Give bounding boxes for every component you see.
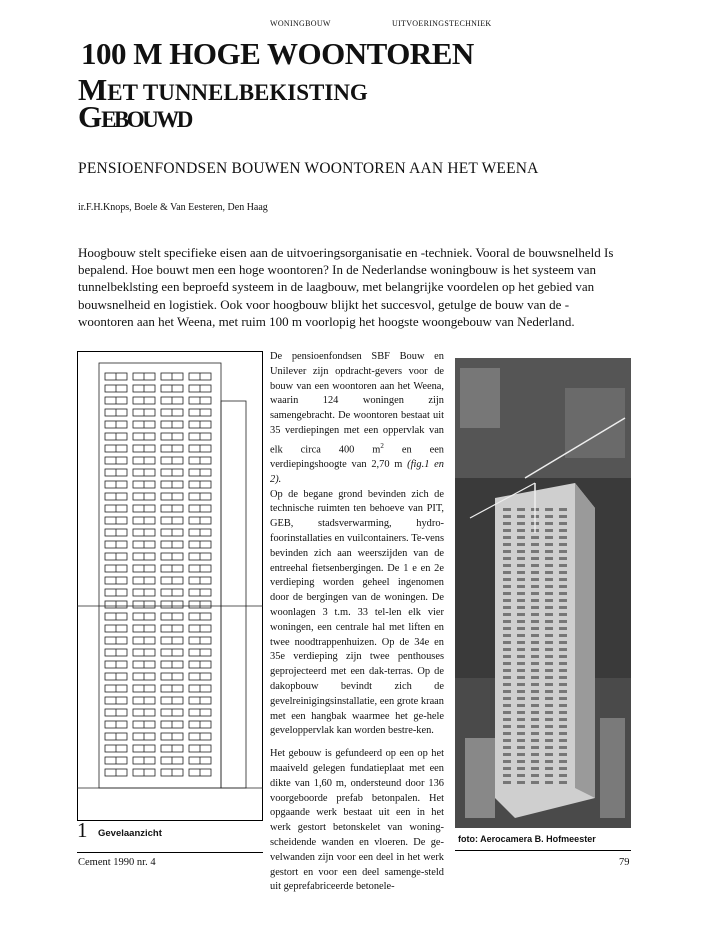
figure-caption-rule — [77, 820, 263, 821]
title-line-2: MET TUNNELBEKISTING — [78, 72, 368, 107]
aerial-photo-tower — [455, 358, 631, 828]
photo-caption: foto: Aerocamera B. Hofmeester — [458, 834, 596, 844]
body-paragraph-1: De pensioenfondsen SBF Bouw en Unilever zijn opdracht-gevers voor de bouw van een woontoren aan het Weena, waarin 124 woningen zijn samengebracht. De woontoren bestaat uit 35 verdiepingen met een oppervlak van elk circa 400 $m^2$ en een verdiepingshoogte van 2,70 m (fig.1 en 2). — [270, 351, 445, 485]
subtitle: PENSIOENFONDSEN BOUWEN WOONTOREN AAN HET WEENA — [78, 160, 539, 177]
page-number: 79 — [619, 857, 630, 868]
title-line-3: GEBOUWD — [78, 99, 191, 134]
body-paragraph-3: Het gebouw is gefundeerd op een op het maaiveld gelegen fundatieplaat met een dikte van 1,60 m, ondersteund door 136 voorgeboorde prefab betonpalen. Het opgaande werk bestaat uit een in het werk gestort betonskelet van woning-scheidende wanden en vloeren. De ge-velwanden zijn voor een deel in het werk gestort en voor een deel samenge-steld uit geprefabriceerde betonele- — [270, 748, 444, 893]
running-head-section: WONINGBOUW — [270, 19, 331, 28]
photo-caption-rule — [455, 850, 631, 851]
body-column — [270, 350, 444, 895]
author: ir.F.H.Knops, Boele & Van Eesteren, Den Haag — [78, 202, 268, 213]
intro-paragraph: Hoogbouw stelt specifieke eisen aan de uitvoeringsorganisatie en -techniek. Vooral de bouwsnelheld Is bepalend. Hoe bouwt men een hoge woontoren? In de Nederlandse woningbouw is het systeem van tunnelbeklsting een beproefd systeem in de laagbouw, met belangrijke voordelen op het gebied van bouwsnelheid en logistiek. Ook voor hoogbouw blijkt het succesvol, getulge de bouw van de -woontoren aan het Weena, met ruim 100 m voorlopig het hoogste woongebouw van Nederland. — [78, 245, 614, 329]
title-line-1: 100 M HOGE WOONTOREN — [81, 36, 474, 71]
figure-facade-drawing — [77, 351, 263, 854]
figure-caption: Gevelaanzicht — [98, 828, 162, 839]
figure-bottom-rule — [77, 852, 263, 853]
running-head-topic: UITVOERINGSTECHNIEK — [392, 19, 492, 28]
body-paragraph-2: Op de begane grond bevinden zich de technische ruimten ten behoeve van PIT, GEB, stadsverwarming, hydro-foorinstallaties en vuilcontainers. Te-vens bevinden zich aan weerszijden van de entreehal fietsenbergingen. De 1 e en 2e verdieping worden geheel ingenomen door de bergingen van de woningen. De woonlagen 3 t.m. 33 tel-len elk vier woningen, een centrale hal met liften en twee noodtrappenhuizen. Op de 34e en 35e verdieping zijn twee penthouses geprojecteerd met een dak-terras. Op de dakopbouw bevindt zich de gevelreinigingsinstallatie, een grote kraan met een hangbak waarmee het ge-hele geveloppervlak kan worden bestre-ken. — [270, 488, 444, 737]
footer-journal: Cement 1990 nr. 4 — [78, 857, 156, 868]
figure-number: 1 — [77, 818, 88, 842]
